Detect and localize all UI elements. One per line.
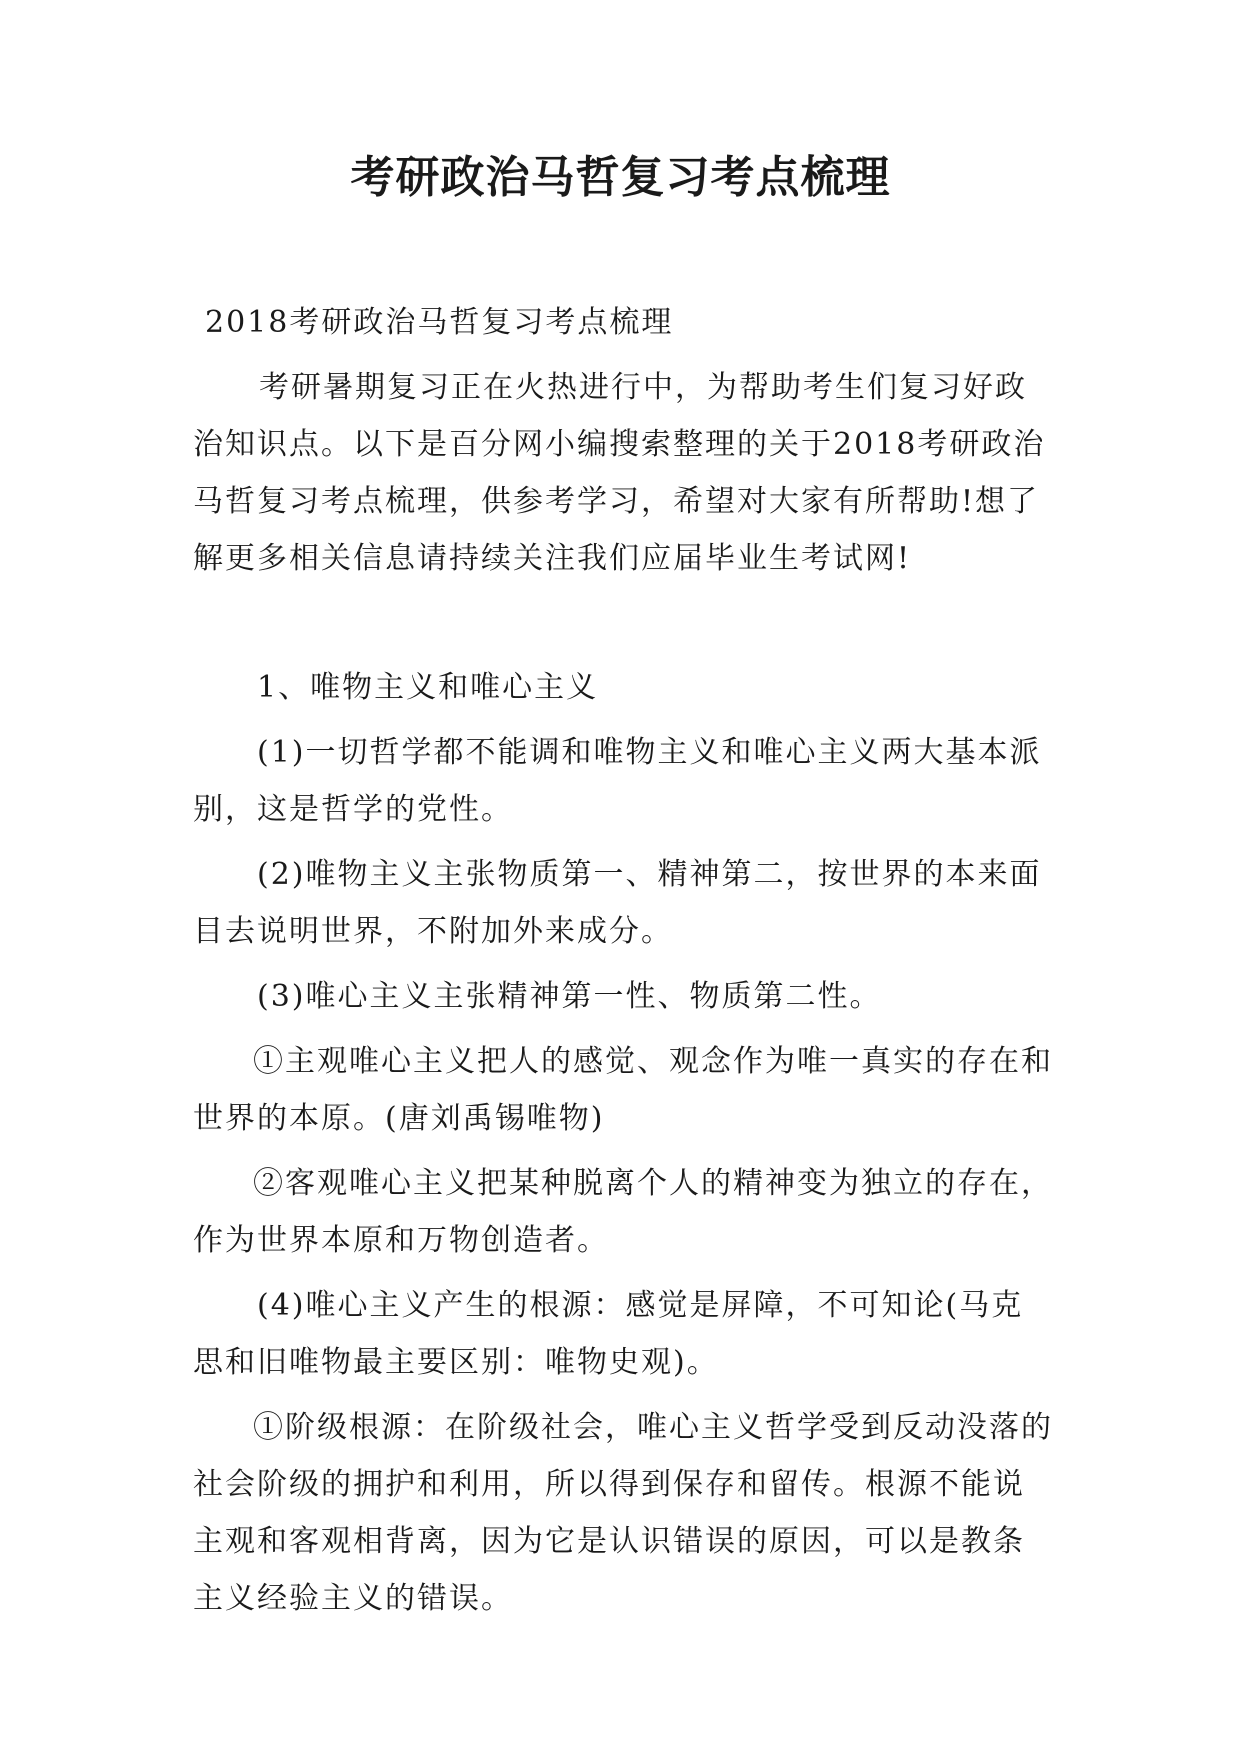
- paragraph-2: (2)唯物主义主张物质第一、精神第二，按世界的本来面目去说明世界，不附加外来成分。: [193, 857, 1042, 949]
- section-heading: 1、唯物主义和唯心主义: [257, 670, 599, 705]
- document-title: 考研政治马哲复习考点梳理: [350, 152, 891, 203]
- paragraph-5: ②客观唯心主义把某种脱离个人的精神变为独立的存在，作为世界本原和万物创造者。: [193, 1166, 1053, 1258]
- intro-paragraph: 考研暑期复习正在火热进行中，为帮助考生们复习好政治知识点。以下是百分网小编搜索整理的关于2018考研政治马哲复习考点梳理，供参考学习，希望对大家有所帮助!想了解更多相关信息请持续关注我们应届毕业生考试网!: [193, 370, 1046, 576]
- paragraph-4: ①主观唯心主义把人的感觉、观念作为唯一真实的存在和世界的本原。(唐刘禹锡唯物): [193, 1044, 1053, 1136]
- paragraph-3: (3)唯心主义主张精神第一性、物质第二性。: [257, 979, 882, 1014]
- paragraph-spacer: [193, 595, 1055, 659]
- document-body: [193, 294, 1055, 1635]
- document-subtitle: 2018考研政治马哲复习考点梳理: [205, 305, 674, 340]
- paragraph-7: ①阶级根源：在阶级社会，唯心主义哲学受到反动没落的社会阶级的拥护和利用，所以得到保存和留传。根源不能说主观和客观相背离，因为它是认识错误的原因，可以是教条主义经验主义的错误。: [193, 1410, 1053, 1616]
- paragraph-1: (1)一切哲学都不能调和唯物主义和唯心主义两大基本派别，这是哲学的党性。: [193, 735, 1042, 827]
- paragraph-6: (4)唯心主义产生的根源：感觉是屏障，不可知论(马克思和旧唯物最主要区别：唯物史观)。: [193, 1288, 1024, 1380]
